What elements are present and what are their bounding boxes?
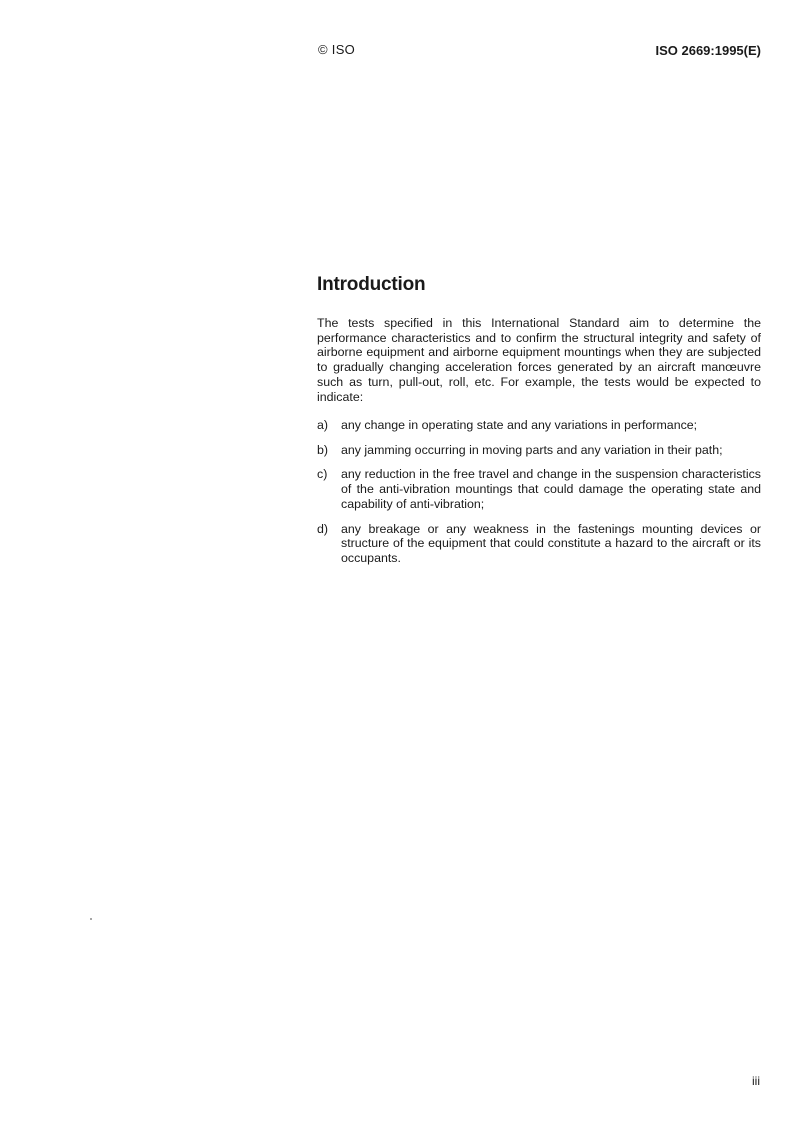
intro-paragraph: The tests specified in this International Standard aim to determine the performance characteristics and to confirm the structural integrity and safety of airborne equipment and airborne equipment mountings when they are subjected to gradually changing acceleration forces generated by an aircraft manœuvre such as turn, pull-out, roll, etc. For example, the tests would be expected to indicate: xyxy=(317,316,761,404)
list-item xyxy=(317,467,761,511)
indication-list xyxy=(317,418,761,576)
page-number: iii xyxy=(752,1074,760,1088)
list-item-text: any jamming occurring in moving parts and any variation in their path; xyxy=(341,442,723,457)
list-item-marker: c) xyxy=(317,467,328,482)
standard-identifier: ISO 2669:1995(E) xyxy=(655,43,761,58)
list-item-marker: b) xyxy=(317,442,329,457)
scan-speck xyxy=(90,918,92,920)
list-item-text: any breakage or any weakness in the fastenings mounting devices or structure of the equipment that could constitute a hazard to the aircraft or its occupants. xyxy=(341,521,761,565)
list-item-text: any reduction in the free travel and change in the suspension characteristics of the anti-vibration mountings that could damage the operating state and capability of anti-vibration; xyxy=(341,467,761,511)
list-item-text: any change in operating state and any variations in performance; xyxy=(341,418,698,432)
list-item-marker: d) xyxy=(317,521,329,536)
list-item xyxy=(317,418,761,433)
section-title: Introduction xyxy=(317,274,426,295)
list-item-marker: a) xyxy=(317,418,329,432)
list-item xyxy=(317,443,761,458)
copyright-notice: © ISO xyxy=(318,42,356,57)
list-item xyxy=(317,522,761,566)
